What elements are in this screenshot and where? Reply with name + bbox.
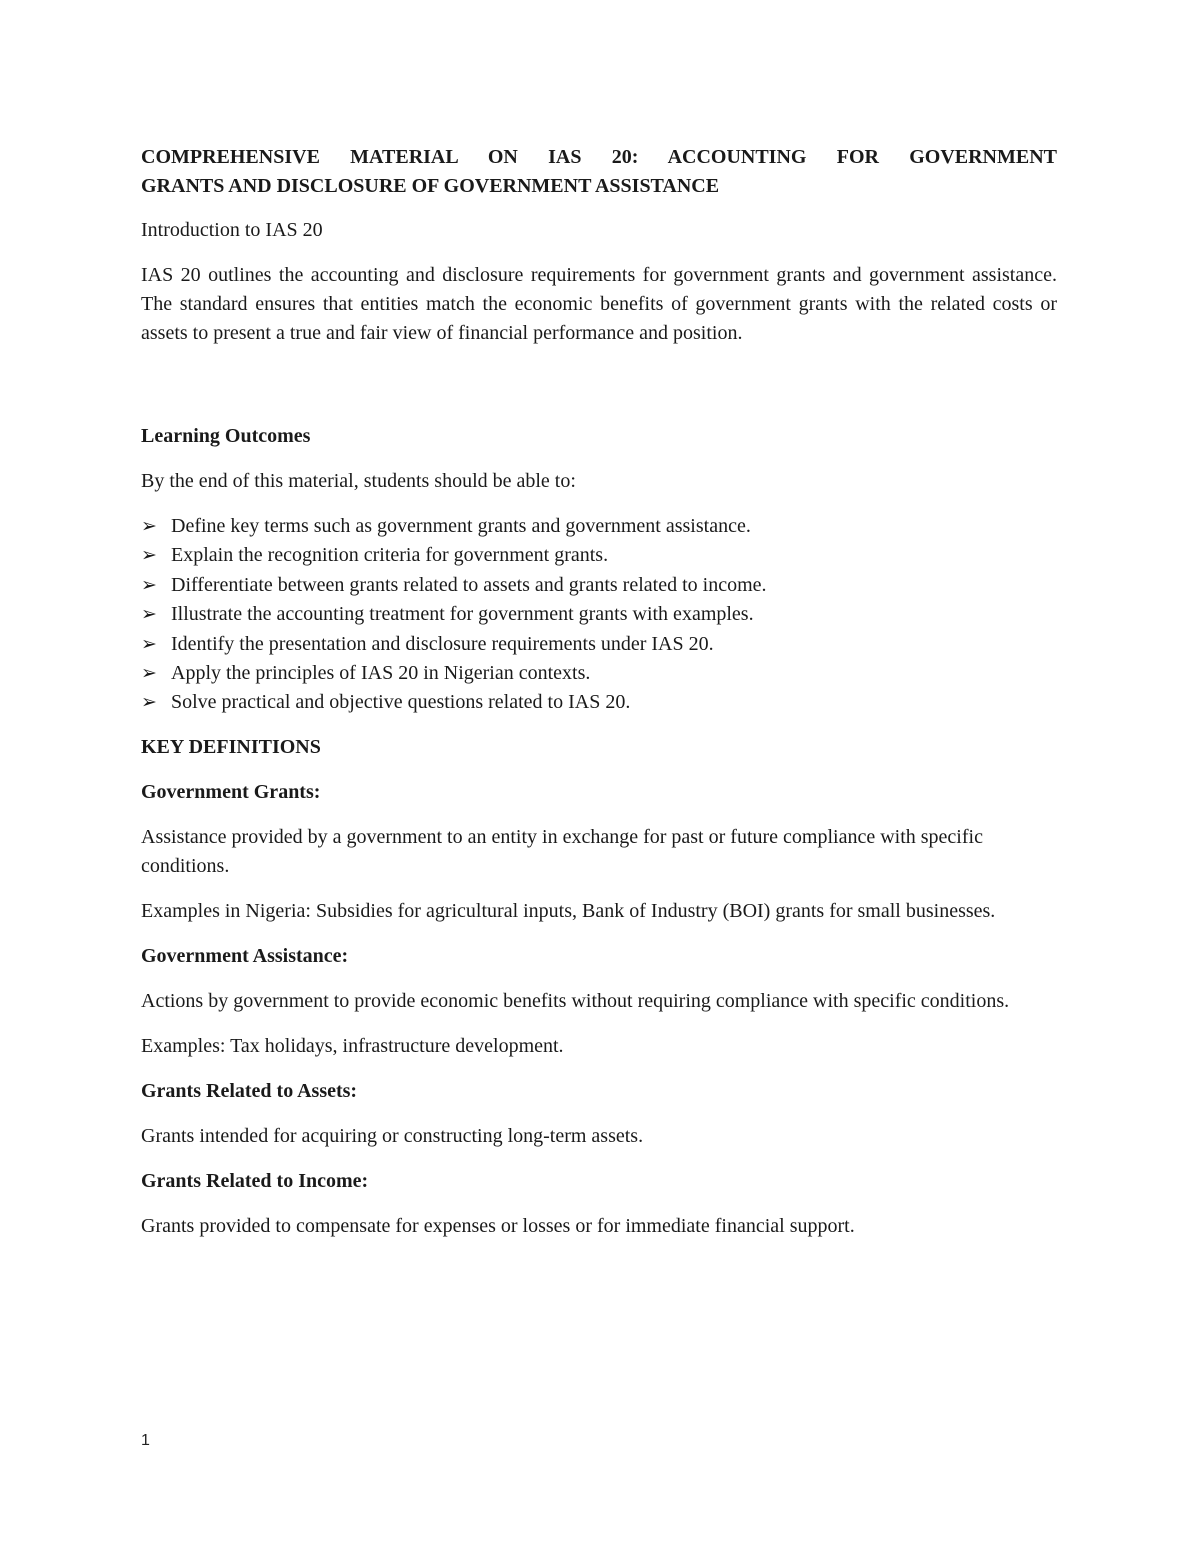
list-item — [141, 571, 1057, 600]
grants-income-heading: Grants Related to Income: — [141, 1169, 369, 1192]
document-title — [141, 143, 1057, 201]
government-grants-examples: Examples in Nigeria: Subsidies for agricultural inputs, Bank of Industry (BOI) grants for small businesses. — [141, 899, 996, 922]
key-definitions-heading: KEY DEFINITIONS — [141, 735, 321, 758]
list-item-text: Differentiate between grants related to assets and grants related to income. — [171, 573, 767, 596]
grants-assets-heading: Grants Related to Assets: — [141, 1079, 358, 1102]
grants-assets-definition: Grants intended for acquiring or constructing long-term assets. — [141, 1124, 644, 1147]
spacer — [141, 364, 1057, 422]
list-item-text: Explain the recognition criteria for government grants. — [171, 544, 609, 567]
list-item — [141, 659, 1057, 688]
list-item — [141, 541, 1057, 570]
page-number: 1 — [141, 1432, 150, 1449]
government-assistance-examples: Examples: Tax holidays, infrastructure development. — [141, 1034, 564, 1057]
learning-outcomes-list — [141, 512, 1057, 718]
government-assistance-definition: Actions by government to provide economic benefits without requiring compliance with specific conditions. — [141, 989, 1010, 1012]
list-item-text: Identify the presentation and disclosure requirements under IAS 20. — [171, 632, 714, 655]
page-content — [141, 143, 1057, 1257]
intro-paragraph: IAS 20 outlines the accounting and disclosure requirements for government grants and government assistance. The standard ensures that entities match the economic benefits of government grants with the related costs or assets to present a true and fair view of financial performance and position. — [141, 264, 1057, 344]
document-title-line-1: COMPREHENSIVE MATERIAL ON IAS 20: ACCOUNTING FOR GOVERNMENT — [141, 146, 1057, 168]
arrow-bullet-icon: ➢ — [141, 544, 157, 567]
list-item — [141, 512, 1057, 541]
list-item-text: Define key terms such as government grants and government assistance. — [171, 515, 751, 537]
arrow-bullet-icon: ➢ — [141, 691, 157, 714]
arrow-bullet-icon: ➢ — [141, 603, 157, 626]
learning-outcomes-intro: By the end of this material, students should be able to: — [141, 470, 576, 492]
list-item-text: Apply the principles of IAS 20 in Nigerian contexts. — [171, 662, 591, 685]
grants-income-definition: Grants provided to compensate for expenses or losses or for immediate financial support. — [141, 1214, 855, 1237]
learning-outcomes-heading: Learning Outcomes — [141, 425, 311, 447]
government-grants-heading: Government Grants: — [141, 780, 321, 803]
arrow-bullet-icon: ➢ — [141, 632, 157, 655]
list-item-text: Illustrate the accounting treatment for government grants with examples. — [171, 603, 754, 626]
intro-heading: Introduction to IAS 20 — [141, 219, 323, 241]
government-assistance-heading: Government Assistance: — [141, 944, 349, 967]
list-item — [141, 688, 1057, 717]
list-item-text: Solve practical and objective questions related to IAS 20. — [171, 691, 631, 714]
list-item — [141, 630, 1057, 659]
arrow-bullet-icon: ➢ — [141, 515, 157, 537]
document-title-line-2: GRANTS AND DISCLOSURE OF GOVERNMENT ASSISTANCE — [141, 175, 720, 197]
list-item — [141, 600, 1057, 629]
arrow-bullet-icon: ➢ — [141, 662, 157, 685]
arrow-bullet-icon: ➢ — [141, 573, 157, 596]
government-grants-definition: Assistance provided by a government to an entity in exchange for past or future compliance with specific conditions. — [141, 825, 983, 877]
